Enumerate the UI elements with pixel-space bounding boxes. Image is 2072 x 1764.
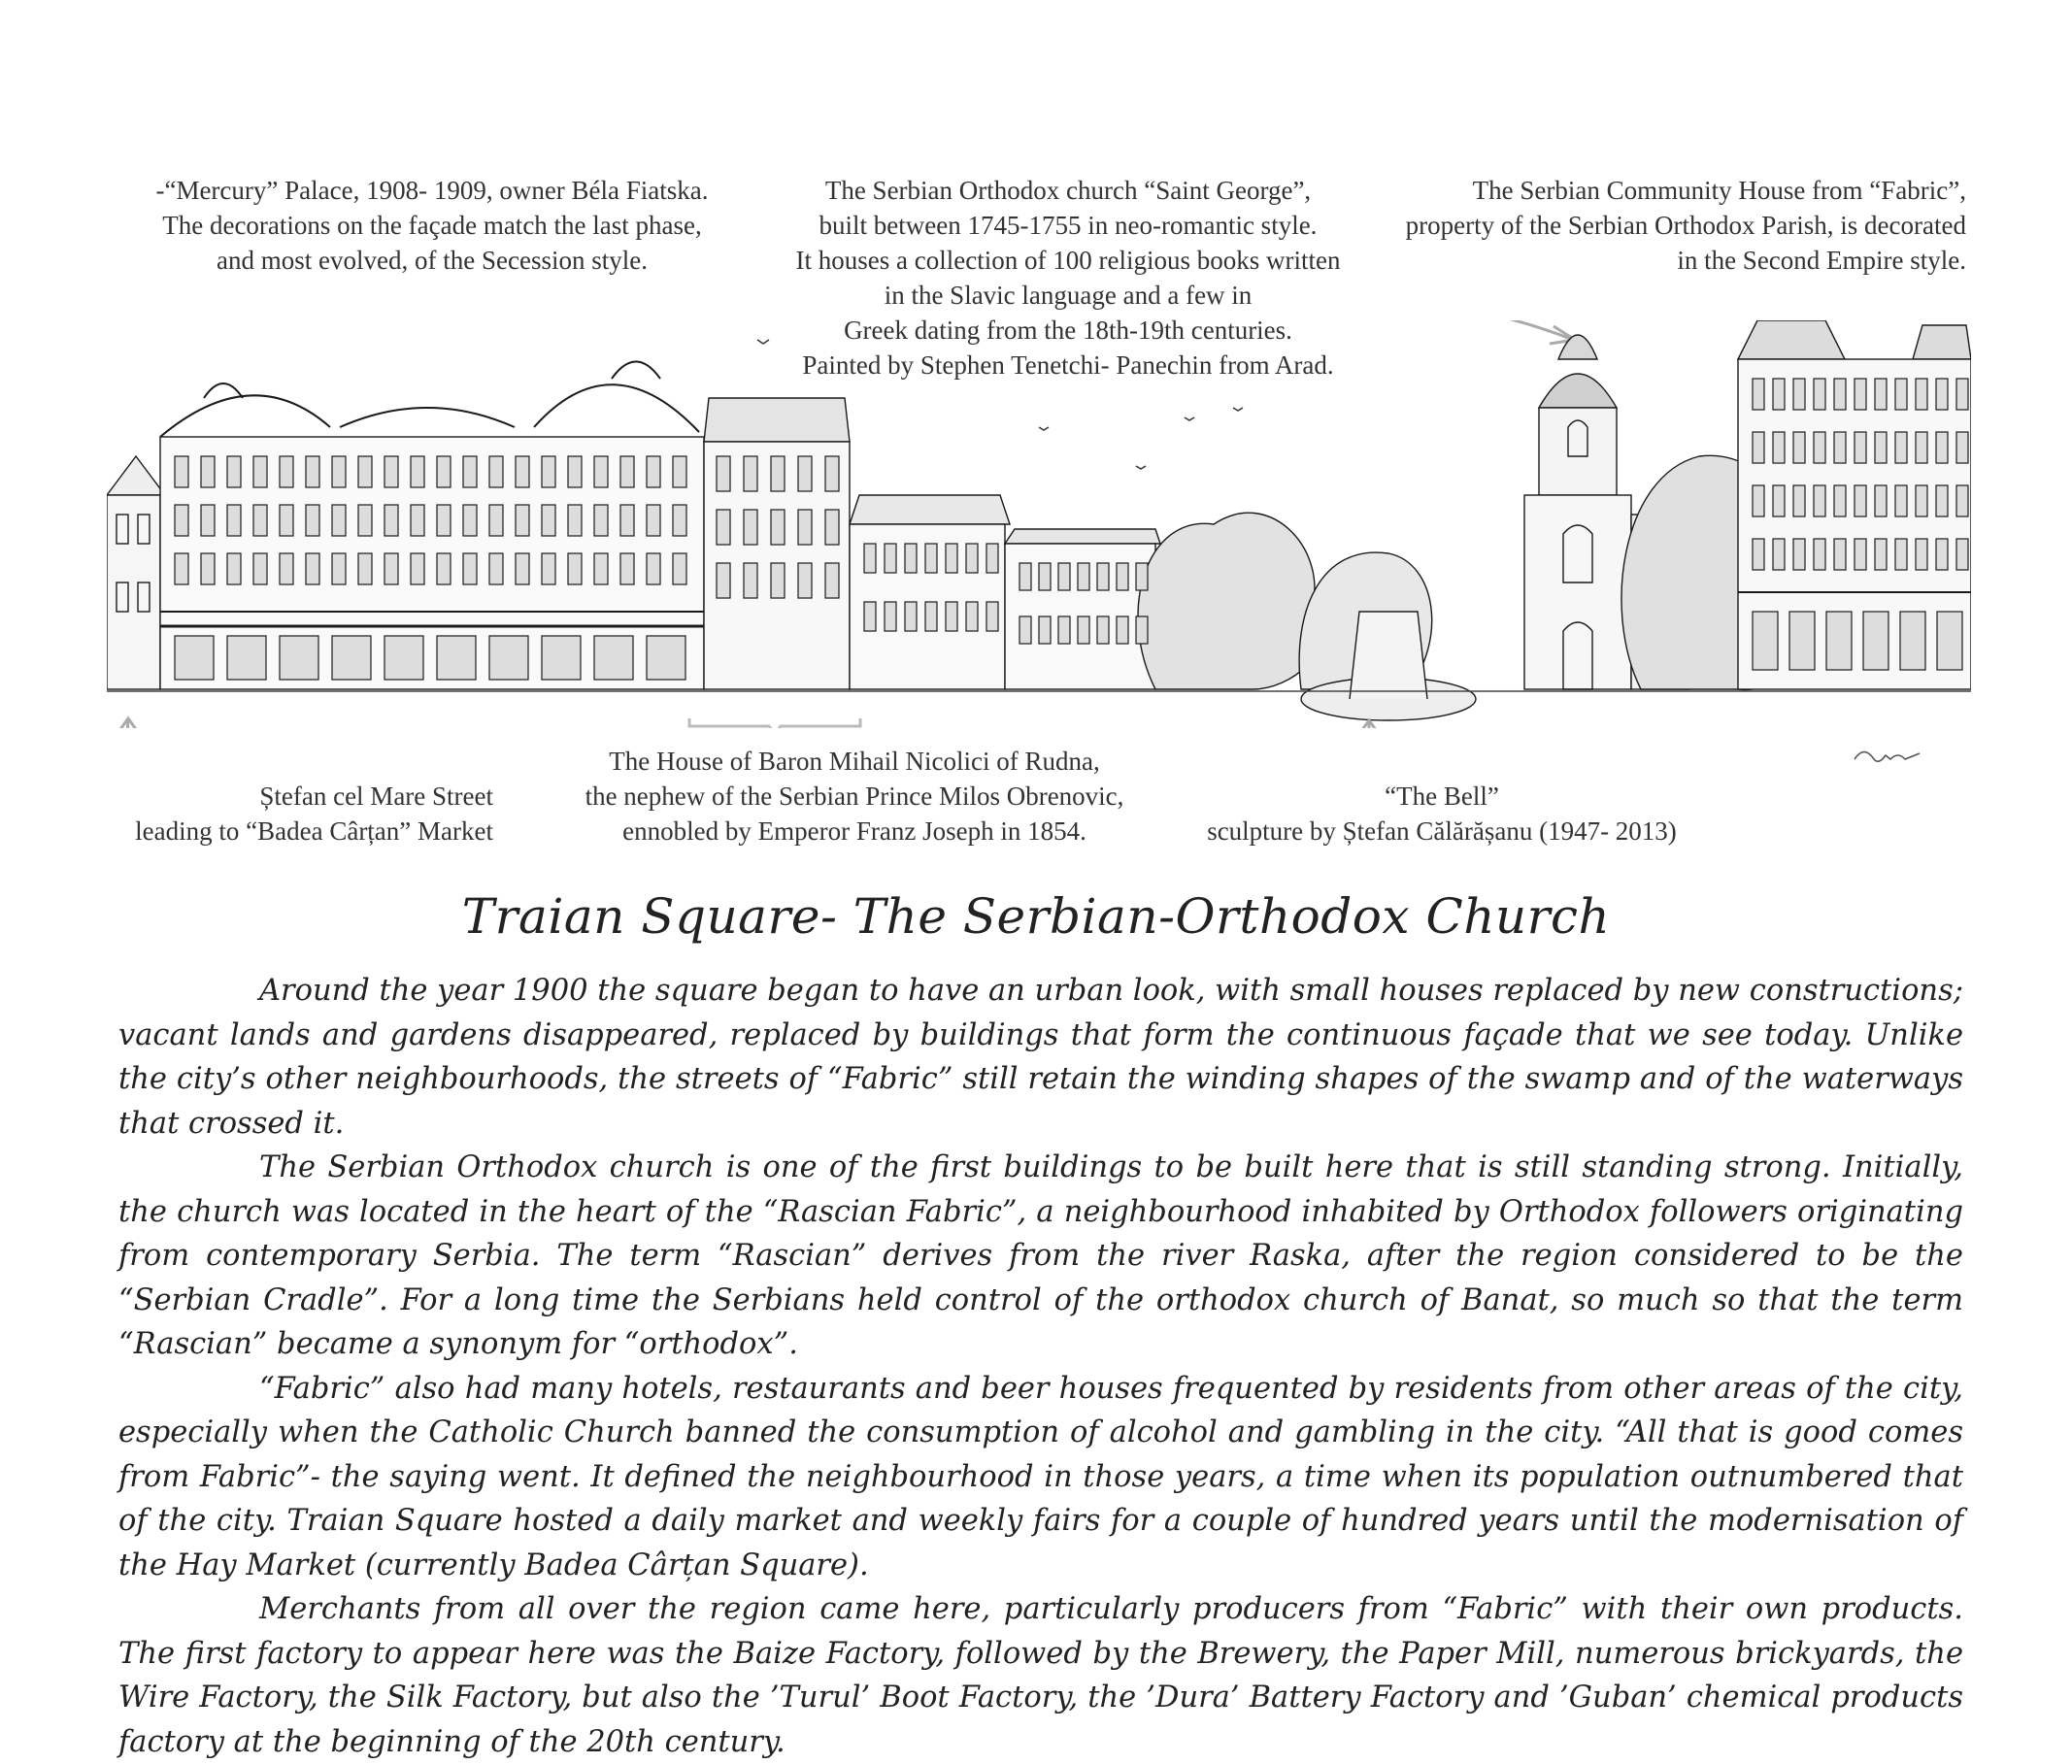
- window-sketch: [1826, 612, 1852, 670]
- window-sketch: [1875, 539, 1887, 570]
- window-sketch: [253, 553, 267, 584]
- window-sketch: [986, 602, 998, 631]
- window-sketch: [1863, 612, 1888, 670]
- window-sketch: [516, 456, 529, 487]
- window-sketch: [1136, 616, 1148, 644]
- caption-line: ennobled by Emperor Franz Joseph in 1854.: [622, 816, 1086, 846]
- window-sketch: [1793, 485, 1805, 516]
- window-sketch: [905, 544, 917, 573]
- window-sketch: [175, 456, 188, 487]
- caption-line: Ștefan cel Mare Street: [259, 782, 493, 811]
- caption-line: built between 1745-1755 in neo-romantic style.: [819, 211, 1318, 240]
- window-sketch: [1753, 612, 1778, 670]
- window-sketch: [384, 553, 398, 584]
- caption-line: Painted by Stephen Tenetchi- Panechin from Arad.: [802, 350, 1334, 380]
- window-sketch: [1117, 616, 1128, 644]
- paragraph: Around the year 1900 the square began to have an urban look, with small houses replaced by new constructions; vacant lands and gardens disappeared, replaced by buildings that form the continuous façade that we see today. Unlike the city’s other neighbourhoods, the streets of “Fabric” still retain the winding shapes of the swamp and of the waterways that crossed it.: [118, 974, 1963, 1141]
- window-sketch: [437, 456, 451, 487]
- window-sketch: [825, 510, 839, 545]
- caption-mercury-palace: [136, 173, 728, 278]
- window-sketch: [1875, 379, 1887, 410]
- window-sketch: [1814, 539, 1825, 570]
- window-sketch: [332, 456, 346, 487]
- window-sketch: [1875, 485, 1887, 516]
- window-sketch: [1814, 432, 1825, 463]
- window-sketch: [306, 456, 319, 487]
- window-sketch: [986, 544, 998, 573]
- window-sketch: [1136, 563, 1148, 590]
- window-sketch: [1956, 485, 1968, 516]
- window-sketch: [946, 602, 957, 631]
- window-sketch: [1097, 563, 1109, 590]
- caption-line: in the Slavic language and a few in: [884, 281, 1253, 310]
- window-sketch: [1956, 379, 1968, 410]
- window-sketch: [489, 456, 503, 487]
- window-sketch: [744, 563, 757, 598]
- window-sketch: [1895, 379, 1907, 410]
- window-sketch: [798, 510, 812, 545]
- window-sketch: [280, 553, 293, 584]
- window-sketch: [489, 505, 503, 536]
- window-sketch: [384, 456, 398, 487]
- window-sketch: [771, 456, 785, 491]
- window-sketch: [568, 553, 582, 584]
- window-sketch: [175, 505, 188, 536]
- window-sketch: [594, 505, 608, 536]
- caption-line: leading to “Badea Cârțan” Market: [135, 816, 493, 846]
- window-sketch: [280, 636, 318, 680]
- window-sketch: [966, 602, 978, 631]
- window-sketch: [1916, 485, 1927, 516]
- window-sketch: [332, 636, 371, 680]
- window-sketch: [332, 505, 346, 536]
- window-sketch: [717, 563, 730, 598]
- window-sketch: [411, 553, 424, 584]
- window-sketch: [175, 553, 188, 584]
- window-sketch: [358, 553, 372, 584]
- caption-line: The Serbian Orthodox church “Saint George”,: [824, 176, 1312, 205]
- window-sketch: [1039, 616, 1051, 644]
- window-sketch: [1855, 432, 1866, 463]
- window-sketch: [542, 456, 555, 487]
- window-sketch: [594, 553, 608, 584]
- window-sketch: [516, 553, 529, 584]
- window-sketch: [620, 505, 634, 536]
- window-sketch: [885, 544, 896, 573]
- window-sketch: [1078, 563, 1089, 590]
- window-sketch: [358, 456, 372, 487]
- window-sketch: [647, 456, 660, 487]
- caption-line: and most evolved, of the Secession style.: [217, 246, 648, 275]
- caption-community-house: [1340, 173, 1966, 278]
- window-sketch: [1834, 432, 1846, 463]
- window-sketch: [1078, 616, 1089, 644]
- body-text: [118, 969, 1963, 1764]
- square-illustration: [107, 320, 1971, 728]
- window-sketch: [1916, 432, 1927, 463]
- window-sketch: [594, 636, 633, 680]
- window-sketch: [864, 602, 876, 631]
- window-sketch: [717, 456, 730, 491]
- window-sketch: [253, 505, 267, 536]
- window-sketch: [227, 505, 241, 536]
- window-sketch: [306, 505, 319, 536]
- window-sketch: [280, 505, 293, 536]
- bell-pointer-arrow: [1359, 720, 1379, 728]
- window-sketch: [306, 553, 319, 584]
- caption-line: The House of Baron Mihail Nicolici of Rudna,: [609, 747, 1100, 776]
- window-sketch: [437, 636, 476, 680]
- window-sketch: [1753, 379, 1764, 410]
- window-sketch: [744, 456, 757, 491]
- window-sketch: [437, 553, 451, 584]
- window-sketch: [1019, 563, 1031, 590]
- window-sketch: [594, 456, 608, 487]
- church-pointer-arrow: [1369, 320, 1575, 344]
- window-sketch: [1936, 432, 1948, 463]
- window-sketch: [489, 636, 528, 680]
- window-sketch: [1058, 616, 1070, 644]
- window-sketch: [201, 456, 215, 487]
- window-sketch: [864, 544, 876, 573]
- window-sketch: [1773, 379, 1785, 410]
- window-sketch: [1937, 612, 1962, 670]
- window-sketch: [411, 505, 424, 536]
- window-sketch: [489, 553, 503, 584]
- window-sketch: [358, 505, 372, 536]
- window-sketch: [463, 505, 477, 536]
- window-sketch: [1895, 485, 1907, 516]
- caption-baron-house: [544, 744, 1165, 849]
- window-sketch: [568, 505, 582, 536]
- window-sketch: [1916, 539, 1927, 570]
- caption-line: sculpture by Ștefan Călărășanu (1947- 2013): [1207, 816, 1677, 846]
- window-sketch: [925, 602, 937, 631]
- window-sketch: [332, 553, 346, 584]
- window-sketch: [717, 510, 730, 545]
- window-sketch: [966, 544, 978, 573]
- window-sketch: [437, 505, 451, 536]
- caption-line: The Serbian Community House from “Fabric”,: [1472, 176, 1966, 205]
- window-sketch: [384, 505, 398, 536]
- window-sketch: [1936, 379, 1948, 410]
- window-sketch: [798, 563, 812, 598]
- caption-line: the nephew of the Serbian Prince Milos Obrenovic,: [585, 782, 1124, 811]
- window-sketch: [1058, 563, 1070, 590]
- window-sketch: [1834, 485, 1846, 516]
- window-sketch: [673, 505, 686, 536]
- caption-line: The decorations on the façade match the last phase,: [162, 211, 702, 240]
- window-sketch: [1834, 539, 1846, 570]
- window-sketch: [825, 456, 839, 491]
- window-sketch: [384, 636, 423, 680]
- window-sketch: [673, 456, 686, 487]
- window-sketch: [1753, 485, 1764, 516]
- window-sketch: [227, 553, 241, 584]
- window-sketch: [463, 553, 477, 584]
- window-sketch: [1019, 616, 1031, 644]
- window-sketch: [885, 602, 896, 631]
- window-sketch: [1793, 539, 1805, 570]
- caption-bell-sculpture: [1185, 779, 1699, 849]
- window-sketch: [946, 544, 957, 573]
- window-sketch: [411, 456, 424, 487]
- window-sketch: [201, 505, 215, 536]
- window-sketch: [925, 544, 937, 573]
- window-sketch: [647, 636, 685, 680]
- window-sketch: [1814, 379, 1825, 410]
- window-sketch: [647, 505, 660, 536]
- window-sketch: [1773, 539, 1785, 570]
- caption-line: Greek dating from the 18th-19th centuries.: [844, 316, 1292, 345]
- window-sketch: [1097, 616, 1109, 644]
- window-sketch: [905, 602, 917, 631]
- window-sketch: [1753, 432, 1764, 463]
- caption-line: property of the Serbian Orthodox Parish, is decorated: [1405, 211, 1966, 240]
- window-sketch: [1900, 612, 1925, 670]
- window-sketch: [1855, 485, 1866, 516]
- window-sketch: [771, 563, 785, 598]
- window-sketch: [1117, 563, 1128, 590]
- caption-line: in the Second Empire style.: [1677, 246, 1966, 275]
- caption-line: -“Mercury” Palace, 1908- 1909, owner Béla Fiatska.: [155, 176, 709, 205]
- window-sketch: [1855, 539, 1866, 570]
- window-sketch: [542, 636, 581, 680]
- window-sketch: [1793, 379, 1805, 410]
- window-sketch: [227, 636, 266, 680]
- caption-line: “The Bell”: [1385, 782, 1499, 811]
- window-sketch: [542, 553, 555, 584]
- window-sketch: [201, 553, 215, 584]
- window-sketch: [1773, 485, 1785, 516]
- window-sketch: [1753, 539, 1764, 570]
- window-sketch: [798, 456, 812, 491]
- window-sketch: [542, 505, 555, 536]
- window-sketch: [280, 456, 293, 487]
- window-sketch: [253, 456, 267, 487]
- window-sketch: [771, 510, 785, 545]
- window-sketch: [1875, 432, 1887, 463]
- page-title: Traian Square- The Serbian-Orthodox Church: [461, 888, 1611, 945]
- window-sketch: [620, 456, 634, 487]
- window-sketch: [1916, 379, 1927, 410]
- window-sketch: [1773, 432, 1785, 463]
- paragraph: The Serbian Orthodox church is one of the first buildings to be built here that is still standing strong. Initially, the church was located in the heart of the “Rascian Fabric”, a neighbourhood inhabited by Orthodox followers originating from contemporary Serbia. The term “Rascian” derives from the river Raska, after the region considered to be the “Serbian Cradle”. For a long time the Serbians held control of the orthodox church of Banat, so much so that the term “Rascian” became a synonym for “orthodox”.: [118, 1150, 1963, 1361]
- caption-street: [107, 779, 493, 849]
- paragraph: Merchants from all over the region came here, particularly producers from “Fabric” with their own products. The first factory to appear here was the Baize Factory, followed by the Brewery, the Paper Mill, numerous brickyards, the Wire Factory, the Silk Factory, but also the ’Turul’ Boot Factory, the ’Dura’ Battery Factory and ’Guban’ chemical products factory at the beginning of the 20th century.: [118, 1592, 1963, 1759]
- street-pointer-arrow: [118, 718, 165, 728]
- window-sketch: [568, 456, 582, 487]
- artist-signature: [1850, 740, 1927, 769]
- window-sketch: [620, 553, 634, 584]
- window-sketch: [1956, 432, 1968, 463]
- window-sketch: [516, 505, 529, 536]
- window-sketch: [175, 636, 214, 680]
- window-sketch: [227, 456, 241, 487]
- window-sketch: [1789, 612, 1815, 670]
- window-sketch: [1793, 432, 1805, 463]
- window-sketch: [1814, 485, 1825, 516]
- window-sketch: [1834, 379, 1846, 410]
- window-sketch: [1956, 539, 1968, 570]
- caption-line: It houses a collection of 100 religious books written: [795, 246, 1341, 275]
- window-sketch: [825, 563, 839, 598]
- window-sketch: [673, 553, 686, 584]
- window-sketch: [1895, 432, 1907, 463]
- window-sketch: [1855, 379, 1866, 410]
- window-sketch: [1895, 539, 1907, 570]
- window-sketch: [647, 553, 660, 584]
- window-sketch: [1936, 485, 1948, 516]
- paragraph: “Fabric” also had many hotels, restaurants and beer houses frequented by residents from other areas of the city, especially when the Catholic Church banned the consumption of alcohol and gambling in the city. “All that is good comes from Fabric”- the saying went. It defined the neighbourhood in those years, a time when its population outnumbered that of the city. Traian Square hosted a daily market and weekly fairs for a couple of hundred years until the modernisation of the Hay Market (currently Badea Cârțan Square).: [118, 1371, 1963, 1582]
- window-sketch: [1039, 563, 1051, 590]
- window-sketch: [744, 510, 757, 545]
- window-sketch: [463, 456, 477, 487]
- window-sketch: [1936, 539, 1948, 570]
